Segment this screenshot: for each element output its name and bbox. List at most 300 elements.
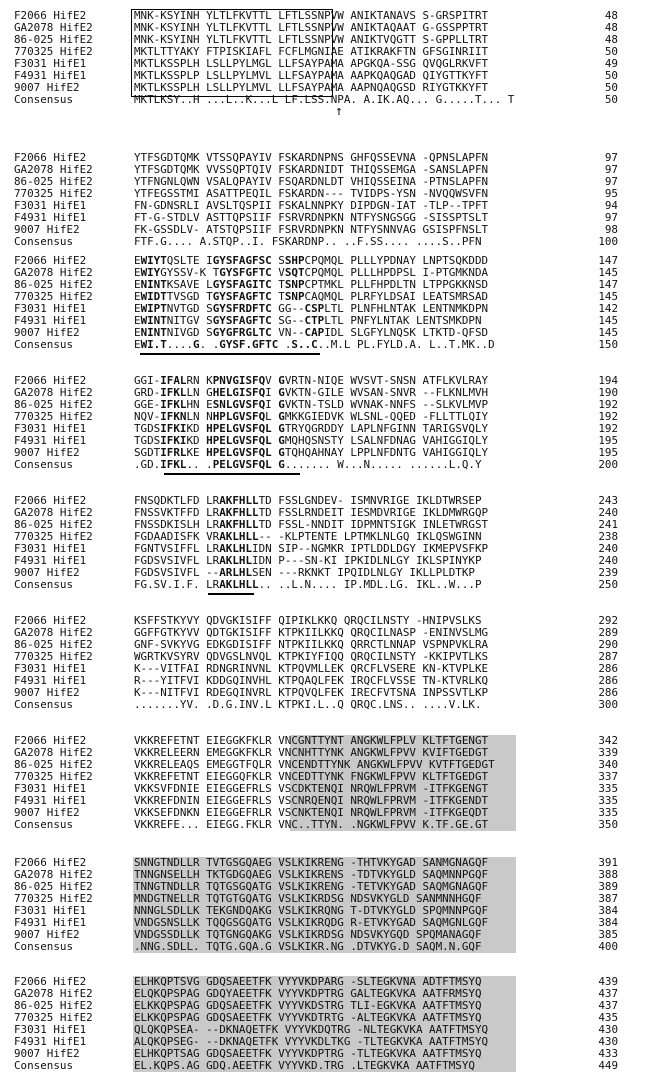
residues: E [134, 254, 141, 267]
conserved-motif-residues: PELGVSFQL [212, 458, 272, 471]
sequence-label: F4931 HifE1 [14, 1035, 87, 1048]
residues: E [134, 314, 141, 327]
conserved-motif-residues: AKLHLL [219, 578, 259, 591]
conserved-motif-residues: WIY [140, 266, 161, 279]
residues: NQV- [134, 410, 161, 423]
conserved-motif-residues: G [278, 422, 285, 435]
residues: I [265, 386, 279, 399]
sequence-label: GA2078 HifE2 [14, 987, 93, 1000]
residue-position-number: 48 [604, 9, 618, 22]
residues: YTFSGDTQMK VVSSQPTQIV FSKARDNIDT THIQSSEMGA -SANSLAPFN [134, 163, 489, 176]
residue-position-number: 192 [598, 398, 618, 411]
residues: TGDS [134, 422, 161, 435]
conserved-motif-residues: S..C [291, 338, 318, 351]
residues: TD FSSLGNDEV- ISMNVRIGE IKLDTWRSEP [258, 494, 482, 507]
sequence-label: 9007 HifE2 [14, 1047, 80, 1060]
residue-position-number: 145 [598, 290, 618, 303]
residues: K---VITFAI RDNGRINVNL KTPQVMLLEK QRCFLVSERE KN-KTVPLKE [134, 662, 489, 675]
sequence-label: F2066 HifE2 [14, 856, 87, 869]
conserved-motif-residues: AKFHLL [219, 518, 259, 531]
residue-position-number: 195 [598, 446, 618, 459]
residues: SNNGTNDLLR TVTGSGQAEG VSLKIKRENG -THTVKYGAD SANMGNAGQF [134, 856, 489, 869]
residue-position-number: 50 [604, 45, 618, 58]
sequence-label: Consensus [14, 818, 74, 831]
consensus-row [0, 819, 645, 831]
residue-position-number: 94 [604, 199, 618, 212]
residue-position-number: 337 [598, 770, 618, 783]
residues: L [265, 410, 279, 423]
residue-position-number: 300 [598, 698, 618, 711]
conserved-motif-residues: HPELGVSFQL [206, 446, 272, 459]
residues: GG-- [271, 302, 305, 315]
residues: YTFEGSSTMI ASATTPEQIL FSKARDN--- TVIDPS-YSN -NVQQWSVFN [134, 187, 489, 200]
residue-position-number: 50 [604, 93, 618, 106]
conserved-motif-residues: HPELGVSFQL [206, 434, 272, 447]
residue-position-number: 342 [598, 734, 618, 747]
residue-position-number: 435 [598, 1011, 618, 1024]
residues: -- -KLPTENTE LPTMKLNLGQ IKLQSWGINN [258, 530, 482, 543]
residues: VRTN-NIQE WVSVT-SNSN ATFLKVLRAY [284, 374, 489, 387]
residues: MKKGIEDVK WLSNL-QQED -FLLTTLQIY [284, 410, 489, 423]
residues: GGI- [134, 374, 161, 387]
residues: ELQKQPSPAG GDQYAEETFK VYYVKDPTRG GALTEGKVKA AATFRMSYQ [134, 987, 482, 1000]
conserved-motif-residues: WI.T [140, 338, 167, 351]
residue-position-number: 389 [598, 880, 618, 893]
residue-position-number: 433 [598, 1047, 618, 1060]
sequence-label: Consensus [14, 1059, 74, 1072]
residues: ELKKQPSPAG GDQSAEETFK VYYVKDTRTG -ALTEGKVKA AATFTMSYQ [134, 1011, 482, 1024]
residues: LTL PLNFHLNTAK LENTNMKDPN [324, 302, 489, 315]
sequence-label: GA2078 HifE2 [14, 746, 93, 759]
residues: VKKREFETNT EIEGGKFKLR VNCGNTTYNT ANGKWLFPLV KLTFTGENGT [134, 734, 489, 747]
residue-position-number: 145 [598, 266, 618, 279]
residues: VKKSVFDNIE EIEGGEFRLS VSCDKTENQI NRQWLFPRVM -ITFKGENGT [134, 782, 489, 795]
residues: TQHQAHNAY LPPLNFDNTG VAHIGGIQLY [284, 446, 489, 459]
conserved-motif-residues: CTP [304, 314, 325, 327]
residue-position-number: 145 [598, 314, 618, 327]
residues: . [278, 338, 292, 351]
residues: MKTLKSY..H ...L..K...L LF.LSS.NPA. A.IK.AQ... G.....T... T [134, 93, 515, 106]
conserved-motif-residues: IFKI [160, 422, 187, 435]
conserved-motif-residues: SQT [284, 266, 305, 279]
conserved-motif-residues: IFKI [160, 434, 187, 447]
residues: TD FSSL-NNDIT IDPMNTSIGK INLETWRGST [258, 518, 489, 531]
residues: FK-GSSDLV- ATSTQPSIIF FSRVRDNPKN NTFYSNNVAG GSISPFNSLT [134, 223, 489, 236]
residues: LN G [186, 386, 213, 399]
sequence-label: F4931 HifE1 [14, 794, 87, 807]
consensus-row [0, 459, 645, 471]
residue-position-number: 48 [604, 33, 618, 46]
sequence-label: 9007 HifE2 [14, 326, 80, 339]
residues: NITGV S [166, 314, 213, 327]
residue-position-number: 192 [598, 410, 618, 423]
residue-position-number: 335 [598, 794, 618, 807]
residue-position-number: 340 [598, 758, 618, 771]
conserved-motif-residues: G [278, 446, 285, 459]
residues: VKKREFE... EIEGG.FKLR VNC..TTYN. .NGKWLFPVV K.TF.GE.GT [134, 818, 489, 831]
sequence-label: F3031 HifE1 [14, 662, 87, 675]
residues: MQHQSNSTY LSALNFDNAG VAHIGGIQLY [284, 434, 489, 447]
residues: T [271, 278, 285, 291]
residue-position-number: 97 [604, 163, 618, 176]
residue-position-number: 290 [598, 638, 618, 651]
sequence-label: 86-025 HifE2 [14, 518, 93, 531]
residues: HN E [186, 398, 213, 411]
residues: RN K [186, 374, 213, 387]
sequence-label: F4931 HifE1 [14, 916, 87, 929]
residue-position-number: 239 [598, 566, 618, 579]
conserved-motif-residues: SNP [284, 290, 305, 303]
consensus-row [0, 941, 645, 953]
residues: TGDS [134, 434, 161, 447]
residues: NVTGD S [166, 302, 213, 315]
residue-position-number: 97 [604, 211, 618, 224]
residues: KD [186, 434, 207, 447]
residues: NIVGD S [166, 326, 213, 339]
residues: TNNGTNDLLR TQTGSGQATG VSLKIKRENG -TETVKYGAD SAQMGNAGQF [134, 880, 489, 893]
sequence-label: 9007 HifE2 [14, 566, 80, 579]
residues: KE [186, 446, 207, 459]
sequence-label: Consensus [14, 698, 74, 711]
alignment-block [0, 857, 645, 953]
sequence-label: 770325 HifE2 [14, 187, 93, 200]
conserved-motif-residues: GYSFRDFTC [212, 302, 272, 315]
residues: FGDSVSIVFL -- [134, 566, 220, 579]
residues: FN-GDNSRLI AVSLTQSPII FSKALNNPKY DIPDGN-IAT -TLP--TPFT [134, 199, 489, 212]
conserved-motif-residues: IFKN [160, 410, 187, 423]
sequence-label: F2066 HifE2 [14, 494, 87, 507]
signal-peptide-box [131, 9, 333, 97]
residues: FGNTVSIFFL LR [134, 542, 220, 555]
cleavage-site-arrow: ↑ [335, 104, 343, 119]
conserved-motif-residues: G [278, 386, 285, 399]
residue-position-number: 194 [598, 374, 618, 387]
residue-position-number: 388 [598, 868, 618, 881]
residue-position-number: 240 [598, 506, 618, 519]
sequence-label: 9007 HifE2 [14, 686, 80, 699]
conserved-motif-residues: WIYT [140, 254, 167, 267]
residue-position-number: 335 [598, 806, 618, 819]
residues: FG.SV.I.F. LR [134, 578, 220, 591]
conserved-motif-residues: GYSF.GFTC [219, 338, 279, 351]
sequence-label: 770325 HifE2 [14, 290, 93, 303]
conserved-motif-residues: G [278, 410, 285, 423]
conserved-motif-residues: AKLHL [219, 542, 253, 555]
residue-position-number: 147 [598, 278, 618, 291]
sequence-label: 770325 HifE2 [14, 770, 93, 783]
residue-position-number: 437 [598, 987, 618, 1000]
residues: ELHKQPTSVG GDQSAEETFK VYYVKDPARG -SLTEGKVNA ADTFTMSYQ [134, 975, 482, 988]
residues: .......YV. .D.G.INV.L KTPKI.L..Q QRQC.LNS.. ....V.LK. [134, 698, 482, 711]
sequence-text [134, 941, 482, 953]
residues: . . [199, 338, 220, 351]
consensus-row [0, 579, 645, 591]
sequence-label: 9007 HifE2 [14, 928, 80, 941]
residue-position-number: 387 [598, 892, 618, 905]
conserved-motif-residues: IFKL [160, 386, 187, 399]
conserved-motif-residues: AKFHLL [219, 494, 259, 507]
alignment-block [0, 735, 645, 831]
residues: MNDGTNELLR TQTGTGQATG VSLKIKRDSG NDSVKYGLD SANMNNHGQF [134, 892, 482, 905]
sequence-label: F3031 HifE1 [14, 542, 87, 555]
conserved-motif-residues: AKLHL [219, 554, 253, 567]
conserved-motif-residues: HPELGVSFQL [206, 422, 272, 435]
residue-position-number: 238 [598, 530, 618, 543]
residues: FGDAADISFK VR [134, 530, 220, 543]
sequence-label: F4931 HifE1 [14, 674, 87, 687]
residues: VN-- [271, 326, 305, 339]
residues: TD FSSLRNDEIT IESMDVRIGE IKLDMWRGQP [258, 506, 489, 519]
sequence-label: 770325 HifE2 [14, 530, 93, 543]
sequence-label: 86-025 HifE2 [14, 278, 93, 291]
residue-position-number: 100 [598, 235, 618, 248]
residue-position-number: 250 [598, 578, 618, 591]
residue-position-number: 286 [598, 662, 618, 675]
residues: YTFSGDTQMK VTSSQPAYIV FSKARDNPNS GHFQSSEVNA -QPNSLAPFN [134, 151, 489, 164]
residues: FTF.G.... A.STQP..I. FSKARDNP.. ..F.SS.... ....S..PFN [134, 235, 482, 248]
residue-position-number: 449 [598, 1059, 618, 1072]
residues: SG-- [271, 314, 305, 327]
residues: .. ..L.N.... IP.MDL.LG. IKL..W...P [258, 578, 482, 591]
sequence-label: F4931 HifE1 [14, 211, 87, 224]
residues: VNDGSSDLLK TQTGNGQAKG VSLKIKRDSG NDSVKYGQD SPQMANAGQF [134, 928, 482, 941]
sequence-text [134, 579, 482, 591]
sequence-label: F3031 HifE1 [14, 57, 87, 70]
sequence-label: 86-025 HifE2 [14, 758, 93, 771]
conserved-motif-residues: G [278, 374, 285, 387]
sequence-label: Consensus [14, 940, 74, 953]
residue-position-number: 350 [598, 818, 618, 831]
sequence-label: F2066 HifE2 [14, 614, 87, 627]
sequence-label: 770325 HifE2 [14, 45, 93, 58]
sequence-label: F2066 HifE2 [14, 975, 87, 988]
sequence-label: Consensus [14, 338, 74, 351]
sequence-label: 86-025 HifE2 [14, 175, 93, 188]
sequence-label: F3031 HifE1 [14, 904, 87, 917]
sequence-label: GA2078 HifE2 [14, 266, 93, 279]
sequence-text [134, 459, 482, 471]
residues: VKKSEFDNKN EIEGGEFRLR VSCNKTENQI NRQWLFPRVM -ITFKGEQDT [134, 806, 489, 819]
sequence-label: 9007 HifE2 [14, 81, 80, 94]
conserved-motif-residues: NINT [140, 326, 167, 339]
residues: .... [166, 338, 194, 351]
conserved-motif-residues: WINT [140, 314, 167, 327]
residue-position-number: 286 [598, 686, 618, 699]
conserved-motif-residues: ARLHL [219, 566, 253, 579]
residue-position-number: 192 [598, 422, 618, 435]
conserved-motif-residues: WIDT [140, 290, 167, 303]
sequence-label: F3031 HifE1 [14, 1023, 87, 1036]
sequence-label: GA2078 HifE2 [14, 21, 93, 34]
residue-position-number: 142 [598, 302, 618, 315]
residues: MKTLTTYAKY FTPISKIAFL FCFLMGNIAE ATIKRAKFTN GFSGINRIIT [134, 45, 489, 58]
residues: GRD- [134, 386, 161, 399]
residue-position-number: 97 [604, 175, 618, 188]
sequence-label: 770325 HifE2 [14, 892, 93, 905]
motif-underline [208, 593, 254, 595]
sequence-label: Consensus [14, 458, 74, 471]
residues: VKKRELEAQS EMEGGTFQLR VNCENDTTYNK ANGKWLFPVV KVTFTGEDGT [134, 758, 495, 771]
residue-position-number: 195 [598, 434, 618, 447]
residues: QSLTE I [166, 254, 213, 267]
residue-position-number: 98 [604, 223, 618, 236]
sequence-label: F4931 HifE1 [14, 314, 87, 327]
residue-position-number: 400 [598, 940, 618, 953]
sequence-label: 9007 HifE2 [14, 446, 80, 459]
conserved-motif-residues: IFKL [160, 458, 187, 471]
residues: VKKREFETNT EIEGGQFKLR VNCEDTTYNK FNGKWLFPVV KLTFTGEDGT [134, 770, 489, 783]
conserved-motif-residues: SHP [284, 254, 305, 267]
residues: IDN P---SN-KI IPKIDLNLGY IKLSPINYKP [252, 554, 482, 567]
sequence-label: GA2078 HifE2 [14, 386, 93, 399]
residues: CPQMQL PLLLHPDPSL I-PTGMKNDA [304, 266, 489, 279]
residues: ....... W...N..... ......L.Q.Y [284, 458, 482, 471]
residue-position-number: 430 [598, 1023, 618, 1036]
residues: S [271, 254, 285, 267]
residues: V [265, 374, 279, 387]
conserved-motif-residues: CAP [304, 326, 325, 339]
residues: IDL SLGFYLNQSK LTKTD-QFSD [324, 326, 489, 339]
residues: E [134, 266, 141, 279]
residue-position-number: 150 [598, 338, 618, 351]
residues: .NNG.SDLL. TQTG.GQA.G VSLKIKR.NG .DTVKYG.D SAQM.N.GQF [134, 940, 482, 953]
sequence-label: F2066 HifE2 [14, 734, 87, 747]
sequence-label: F2066 HifE2 [14, 9, 87, 22]
residues: CPQMQL PLLLYPDNAY LNPTSQKDDD [304, 254, 489, 267]
residue-position-number: 95 [604, 187, 618, 200]
conserved-motif-residues: GYSFAGFTC [212, 314, 272, 327]
conserved-motif-residues: AKLHLL [219, 530, 259, 543]
residues: E [134, 338, 141, 351]
residues: VKKREFDNIN EIEGGEFRLS VSCNRQENQI NRQWLFPRVM -ITFKGENDT [134, 794, 489, 807]
sequence-label: F4931 HifE1 [14, 434, 87, 447]
residues: LN N [186, 410, 213, 423]
residue-position-number: 147 [598, 254, 618, 267]
conserved-motif-residues: GYSFGFTC [219, 266, 272, 279]
sequence-label: Consensus [14, 93, 74, 106]
sequence-label: F4931 HifE1 [14, 554, 87, 567]
residue-position-number: 384 [598, 916, 618, 929]
residues: SEN ---RKNKT IPQIDLNLGY IKLLPLDTKP [252, 566, 475, 579]
sequence-label: 86-025 HifE2 [14, 33, 93, 46]
sequence-label: Consensus [14, 578, 74, 591]
residue-position-number: 437 [598, 999, 618, 1012]
residues: MKTLKSSPLH LSLLPYLMVL LLFSAYPAMA AAPNQAQGSD RIYGTKKYFT [134, 81, 489, 94]
sequence-label: 770325 HifE2 [14, 410, 93, 423]
motif-underline [140, 353, 320, 355]
residues: TNNGNSELLH TKTGDGQAEG VSLKIKRENS -TDTVKYGLD SAQMNNPGQF [134, 868, 489, 881]
sequence-text [134, 236, 482, 248]
conserved-motif-residues: GYSFAGFTC [212, 290, 272, 303]
residues: K---NITFVI RDEGQINVRL KTPQVQLFEK IRECFVTSNA INPSSVTLKP [134, 686, 489, 699]
residues: FNSSDKISLH LR [134, 518, 220, 531]
residues: GGFFGTKYVV QDTGKISIFF KTPKIILKKQ QRQCILNASP -ENINVSLMG [134, 626, 489, 639]
conserved-motif-residues: G [278, 434, 285, 447]
conserved-motif-residues: HPLGVSFQ [212, 410, 266, 423]
sequence-label: F2066 HifE2 [14, 254, 87, 267]
residues: FT-G-STDLV ASTTQPSIIF FSRVRDNPKN NTFYSNGSGG -SISSPTSLT [134, 211, 489, 224]
residue-position-number: 50 [604, 81, 618, 94]
residues: MNK-KSYINH YLTLFKVTTL LFTLSSNPVW ANIKTAQAAT G-GSSPPTRT [134, 21, 489, 34]
residues: ELKKQPSPAG GDQSAEETFK VYYVKDSTRG TLI-EGKVKA AATFTMSYQ [134, 999, 482, 1012]
residues: QLQKQPSEA- --DKNAQETFK VYYVKDQTRG -NLTEGKVKA AATFTMSYQ [134, 1023, 489, 1036]
residue-position-number: 241 [598, 518, 618, 531]
conserved-motif-residues: CSP [304, 302, 325, 315]
conserved-motif-residues: IFKL [160, 398, 187, 411]
sequence-label: 770325 HifE2 [14, 1011, 93, 1024]
conserved-motif-residues: AKFHLL [219, 506, 259, 519]
residue-position-number: 287 [598, 650, 618, 663]
residue-position-number: 240 [598, 554, 618, 567]
residues: YTFNGNLQWN VSALQPAYIV FSQARDNLDT VHIQSSEINA -PTNSLAPFN [134, 175, 489, 188]
sequence-label: GA2078 HifE2 [14, 626, 93, 639]
alignment-block [0, 255, 645, 351]
residues: KSAVE L [166, 278, 213, 291]
residues: CAQMQL PLRFYLDSAI LEATSMRSAD [304, 290, 489, 303]
residues: ..M.L PL.FYLD.A. L..T.MK..D [317, 338, 495, 351]
consensus-row [0, 236, 645, 248]
consensus-row [0, 339, 645, 351]
residue-position-number: 240 [598, 542, 618, 555]
sequence-label: 9007 HifE2 [14, 223, 80, 236]
alignment-block [0, 495, 645, 591]
alignment-block [0, 976, 645, 1072]
residues: CPTMKL PLLFHPDLTN LTPPGKKNSD [304, 278, 489, 291]
residues: GGE- [134, 398, 161, 411]
conserved-motif-residues: WIPT [140, 302, 167, 315]
sequence-label: GA2078 HifE2 [14, 506, 93, 519]
conserved-motif-residues: G [278, 458, 285, 471]
residue-position-number: 335 [598, 782, 618, 795]
residues: FGDSVSIVFL LR [134, 554, 220, 567]
residue-position-number: 289 [598, 626, 618, 639]
consensus-row [0, 1060, 645, 1072]
residues: E [134, 278, 141, 291]
conserved-motif-residues: SNP [284, 278, 305, 291]
alignment-block [0, 375, 645, 471]
sequence-label: F3031 HifE1 [14, 302, 87, 315]
residue-position-number: 385 [598, 928, 618, 941]
residues: SGDT [134, 446, 161, 459]
residues: GNF-SVKYVG EDKGDISIFF NTPKIILKKQ QRRCTLNNAP VSPNPVKLRA [134, 638, 489, 651]
residues: MNK-KSYINH YLTLFKVTTL LFTLSSNPVW ANIKTVQGTT S-GPPLLTRT [134, 33, 489, 46]
motif-underline [164, 473, 300, 475]
conserved-motif-residues: PNVGISFQ [212, 374, 266, 387]
sequence-label: GA2078 HifE2 [14, 868, 93, 881]
sequence-text [134, 819, 488, 831]
conserved-motif-residues: NINT [140, 278, 167, 291]
residues: IDN SIP--NGMKR IPTLDDLDGY IKMEPVSFKP [252, 542, 489, 555]
residues: E [134, 290, 141, 303]
sequence-label: F4931 HifE1 [14, 69, 87, 82]
residue-position-number: 430 [598, 1035, 618, 1048]
residues: WGRTKVSYRV QDVGSLNVQL KTPKIYFIQQ QRQCILNSTY -KKIPVTLKS [134, 650, 489, 663]
residues: EL.KQPS.AG GDQ.AEETFK VYYVKD.TRG .LTEGKVKA AATFTMSYQ [134, 1059, 475, 1072]
residues: ELHKQPTSAG GDQSAEETFK VYYVKDPTRG -TLTEGKVKA AATFTMSYQ [134, 1047, 482, 1060]
sequence-label: F3031 HifE1 [14, 199, 87, 212]
conserved-motif-residues: GYGFRGLTC [212, 326, 272, 339]
residues: NNNGLSDLLK TEKGNDQAKG VSLKIKRQNG T-DTVKYGLD SPQMNNPGQF [134, 904, 489, 917]
residues: MNK-KSYINH YLTLFKVTTL LFTLSSNPVW ANIKTANAVS S-GRSPITRT [134, 9, 489, 22]
sequence-label: 9007 HifE2 [14, 806, 80, 819]
residues: LTL PNFYLNTAK LENTSMKDPN [324, 314, 482, 327]
residues: VKTN-TSLD WVNAK-NNFS --SLKVLMVP [284, 398, 489, 411]
conserved-motif-residues: HELGISFQ [212, 386, 266, 399]
residues: KD [186, 422, 207, 435]
conserved-motif-residues: SNLGVSFQ [212, 398, 266, 411]
sequence-text [134, 1060, 475, 1072]
residue-position-number: 49 [604, 57, 618, 70]
